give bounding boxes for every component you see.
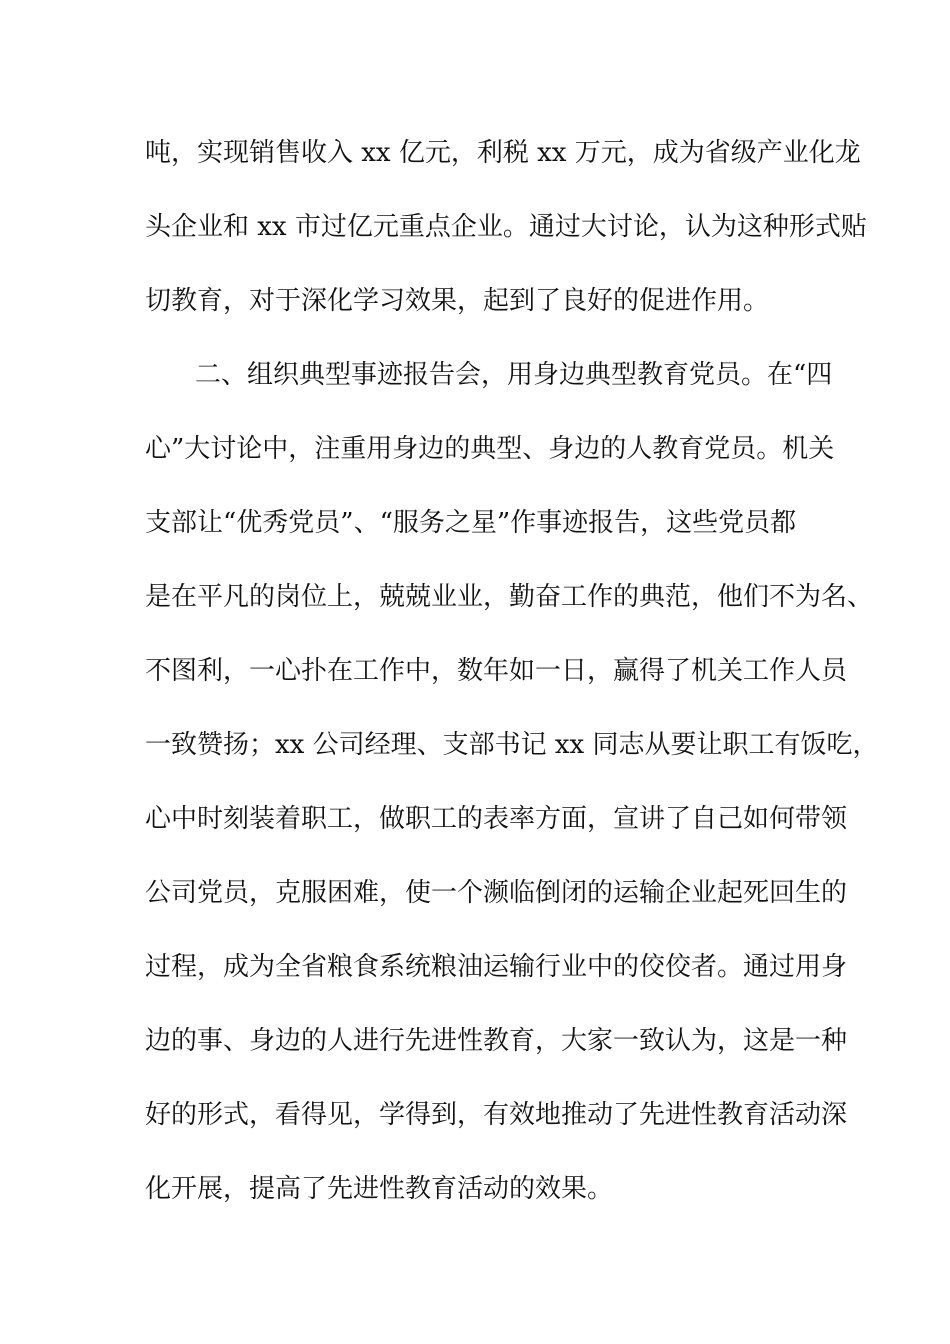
text-line: 心”大讨论中，注重用身边的典型、身边的人教育党员。机关: [145, 434, 835, 464]
text-line: 支部让“优秀党员”、“服务之星”作事迹报告，这些党员都: [145, 508, 797, 538]
text-line: 一致赞扬；xx 公司经理、支部书记 xx 同志从要让职工有饭吃，: [145, 730, 879, 760]
text-line: 过程，成为全省粮食系统粮油运输行业中的佼佼者。通过用身: [145, 952, 848, 982]
text-line: 头企业和 xx 市过亿元重点企业。通过大讨论，认为这种形式贴: [145, 212, 867, 242]
text-line: 公司党员，克服困难，使一个濒临倒闭的运输企业起死回生的: [145, 878, 848, 908]
text-line: 心中时刻装着职工，做职工的表率方面，宣讲了自己如何带领: [145, 804, 848, 834]
text-line: 吨，实现销售收入 xx 亿元，利税 xx 万元，成为省级产业化龙: [145, 138, 861, 168]
text-line: 不图利，一心扑在工作中，数年如一日，赢得了机关工作人员: [145, 656, 848, 686]
text-line: 好的形式，看得见，学得到，有效地推动了先进性教育活动深: [145, 1100, 848, 1130]
text-line: 边的事、身边的人进行先进性教育，大家一致认为，这是一种: [145, 1026, 848, 1056]
text-line: 切教育，对于深化学习效果，起到了良好的促进作用。: [145, 286, 770, 316]
text-line: 是在平凡的岗位上，兢兢业业，勤奋工作的典范，他们不为名、: [145, 582, 874, 612]
paragraph-start-line: 二、组织典型事迹报告会，用身边典型教育党员。在“四: [195, 360, 833, 390]
text-line: 化开展，提高了先进性教育活动的效果。: [145, 1174, 614, 1204]
